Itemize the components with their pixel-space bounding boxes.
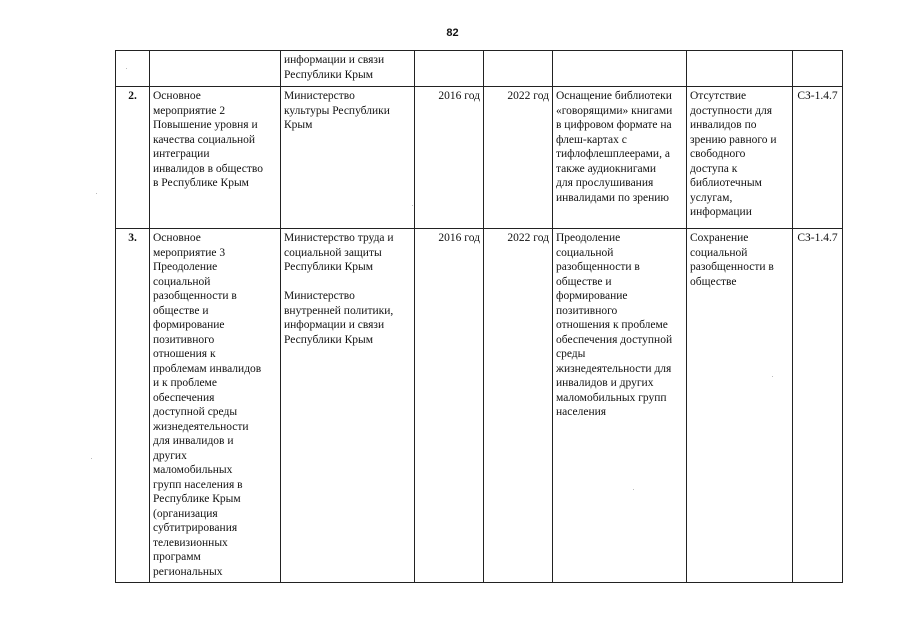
end-year-cell: 2022 год [484,229,553,583]
executor-cell: информации и связи Республики Крым [281,51,415,87]
row-number [116,51,150,87]
content-cell [553,51,687,87]
table-row [116,229,843,583]
page-number: 82 [446,27,459,39]
consequence-cell: Отсутствие доступности для инвалидов по зрению равного и свободного доступа к библиотечным услугам, информации [687,87,793,229]
row-number: 2. [116,87,150,229]
content-cell: Оснащение библиотеки «говорящими» книгами в цифровом формате на флеш-картах с тифлофлешплеерами, а также аудиокнигами для прослушивания инвалидами по зрению [553,87,687,229]
consequence-cell: Сохранение социальной разобщенности в обществе [687,229,793,583]
scan-speck [772,376,773,377]
content-cell: Преодоление социальной разобщенности в обществе и формирование позитивного отношения к проблеме обеспечения доступной среды жизнедеятельности для инвалидов и других маломобильных групп населения [553,229,687,583]
table-row [116,87,843,229]
row-number: 3. [116,229,150,583]
start-year-cell: 2016 год [415,229,484,583]
measure-cell: Основное мероприятие 3 Преодоление социальной разобщенности в обществе и формирование позитивного отношения к проблемам инвалидов и к проблеме обеспечения доступной среды жизнедеятельности для инвалидов и других маломобильных групп населения в Республике Крым (организация субтитрирования телевизионных программ региональных [150,229,281,583]
scan-speck [412,205,413,206]
start-year-cell: 2016 год [415,87,484,229]
measure-cell: Основное мероприятие 2 Повышение уровня и качества социальной интеграции инвалидов в общество в Республике Крым [150,87,281,229]
link-cell: СЗ-1.4.7 [793,87,843,229]
link-cell [793,51,843,87]
scan-speck [633,489,634,490]
consequence-cell [687,51,793,87]
program-table [115,50,843,583]
start-year-cell [415,51,484,87]
link-cell: СЗ-1.4.7 [793,229,843,583]
scan-speck [96,193,97,194]
scan-speck [126,68,127,69]
executor-cell: Министерство культуры Республики Крым [281,87,415,229]
measure-cell [150,51,281,87]
executor-cell: Министерство труда и социальной защиты Республики Крым Министерство внутренней политики, информации и связи Республики Крым [281,229,415,583]
end-year-cell: 2022 год [484,87,553,229]
table-row [116,51,843,87]
scan-speck [91,458,92,459]
end-year-cell [484,51,553,87]
